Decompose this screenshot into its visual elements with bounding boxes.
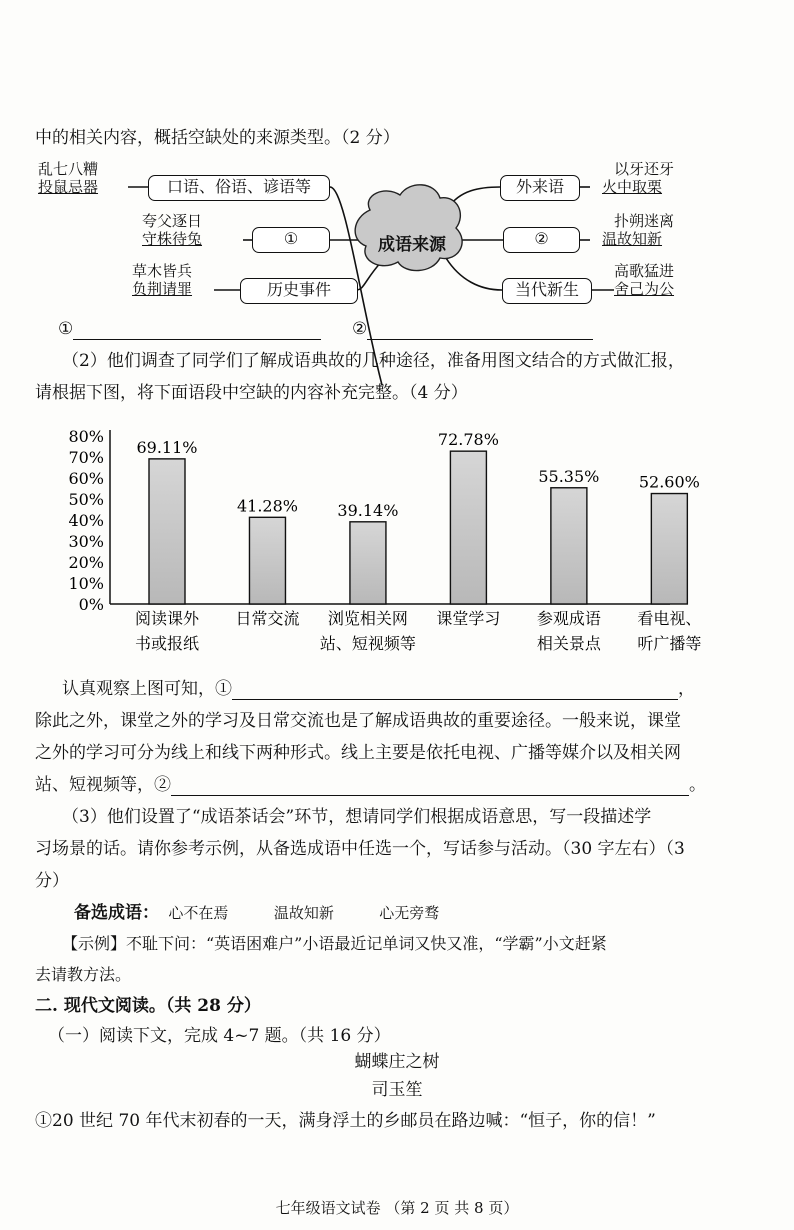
- x-tick-label: 课堂学习: [436, 609, 501, 628]
- bar-value-label: 69.11%: [136, 437, 198, 457]
- x-tick-label: 听广播等: [637, 634, 702, 653]
- bar: [249, 517, 285, 604]
- answer-blank-2[interactable]: [367, 339, 593, 340]
- section2-heading: 二. 现代文阅读。（共 28 分）: [35, 996, 261, 1016]
- q3-options: [74, 902, 439, 924]
- mindmap-center: 成语来源: [378, 235, 446, 255]
- answer-label: ①: [58, 319, 74, 339]
- bar: [450, 451, 486, 604]
- y-tick-label: 10%: [68, 574, 104, 593]
- y-tick-label: 80%: [68, 427, 104, 446]
- bar-value-label: 55.35%: [538, 466, 600, 486]
- section2-sub: （一）阅读下文，完成 4~7 题。（共 16 分）: [48, 1026, 391, 1046]
- option-idiom: 心无旁骛: [379, 904, 440, 922]
- para-text: ，: [678, 679, 695, 699]
- q3-line3: 分）: [35, 871, 69, 891]
- answer-label: ②: [352, 319, 368, 339]
- x-tick-label: 浏览相关网: [327, 609, 408, 628]
- x-tick-label: 书或报纸: [134, 634, 200, 653]
- bar: [651, 494, 687, 604]
- bar-value-label: 41.28%: [236, 496, 298, 516]
- y-tick-label: 50%: [68, 490, 104, 509]
- x-tick-label: 参观成语: [536, 609, 601, 628]
- answer-line-2: [352, 318, 593, 340]
- bar: [149, 459, 185, 604]
- x-tick-label: 日常交流: [235, 609, 300, 628]
- example-line2: 去请教方法。: [35, 965, 132, 984]
- y-tick-label: 70%: [68, 448, 104, 467]
- q3-line1: （3）他们设置了“成语茶话会”环节，想请同学们根据成语意思，写一段描述学: [62, 807, 652, 827]
- bar: [350, 522, 386, 604]
- intro-line: 中的相关内容，概括空缺处的来源类型。（2 分）: [35, 128, 400, 148]
- option-idiom: 心不在焉: [168, 904, 229, 922]
- mindmap-right-idioms-3: [614, 262, 674, 298]
- idiom: 投鼠忌器: [38, 178, 99, 196]
- idiom: 乱七八糟: [38, 160, 99, 178]
- category-box-left-2-blank: ①: [252, 227, 330, 253]
- para-line4: [35, 774, 706, 796]
- y-tick-label: 20%: [68, 553, 104, 572]
- mindmap-right-idioms-2: [590, 212, 674, 248]
- bar: [551, 488, 587, 604]
- x-tick-label: 看电视、: [637, 609, 702, 628]
- para-line3: 之外的学习可分为线上和线下两种形式。线上主要是依托电视、广播等媒介以及相关网: [35, 743, 681, 763]
- idiom: 火中取栗: [602, 178, 663, 196]
- y-tick-label: 60%: [68, 469, 104, 488]
- idiom: 扑朔迷离: [614, 212, 675, 230]
- q2-line2: 请根据下图，将下面语段中空缺的内容补充完整。（4 分）: [35, 383, 468, 403]
- mindmap-left-idioms-2: [142, 212, 202, 248]
- article-first-line: ①20 世纪 70 年代末初春的一天，满身浮土的乡邮员在路边喊：“恒子，你的信！”: [35, 1111, 656, 1131]
- x-tick-label: 阅读课外: [134, 609, 200, 628]
- mindmap-right-idioms-1: [590, 160, 674, 196]
- category-box-left-3: 历史事件: [240, 278, 358, 304]
- answer-blank-1[interactable]: [73, 339, 321, 340]
- y-tick-label: 40%: [68, 511, 104, 530]
- bar-chart: [30, 418, 702, 663]
- q3-line2: 习场景的话。请你参考示例，从备选成语中任选一个，写话参与活动。（30 字左右）（3: [35, 839, 685, 859]
- idiom: 负荆请罪: [132, 280, 193, 298]
- idiom: 夸父逐日: [142, 212, 203, 230]
- y-tick-label: 30%: [68, 532, 104, 551]
- category-box-right-1: 外来语: [500, 175, 580, 201]
- x-tick-label: 相关景点: [536, 634, 601, 653]
- cloud-shape: [355, 185, 462, 271]
- y-tick-label: 0%: [78, 595, 104, 614]
- q2-line1: （2）他们调查了同学们了解成语典故的几种途径，准备用图文结合的方式做汇报，: [62, 351, 685, 371]
- category-box-left-1: 口语、俗语、谚语等: [148, 175, 330, 201]
- example-line1: 【示例】不耻下问：“英语困难户”小语最近记单词又快又准，“学霸”小文赶紧: [62, 934, 607, 953]
- mindmap-left-idioms-1: [38, 160, 98, 196]
- para-text: 认真观察上图可知，①: [62, 679, 232, 699]
- para-blank-2[interactable]: [171, 795, 689, 796]
- para-line2: 除此之外，课堂之外的学习及日常交流也是了解成语典故的重要途径。一般来说，课堂: [35, 711, 681, 731]
- bar-value-label: 39.14%: [337, 500, 399, 520]
- article-author: 司玉笙: [371, 1080, 423, 1100]
- para-text: 。: [689, 775, 706, 795]
- para-line1: [62, 678, 695, 700]
- bar-value-label: 72.78%: [437, 430, 499, 450]
- idiom: 守株待兔: [142, 230, 203, 248]
- x-tick-label: 站、短视频等: [319, 634, 416, 653]
- idiom: 温故知新: [602, 230, 663, 248]
- category-box-right-2-blank: ②: [503, 227, 580, 253]
- page-footer: 七年级语文试卷 （第 2 页 共 8 页）: [275, 1199, 519, 1217]
- answer-line-1: [58, 318, 321, 340]
- option-idiom: 温故知新: [273, 904, 334, 922]
- options-label: 备选成语：: [74, 903, 159, 923]
- article-title: 蝴蝶庄之树: [354, 1052, 440, 1072]
- bar-value-label: 52.60%: [638, 472, 700, 492]
- idiom: 高歌猛进: [614, 262, 675, 280]
- para-text: 站、短视频等，②: [35, 775, 171, 795]
- idiom: 草木皆兵: [132, 262, 193, 280]
- mindmap-left-idioms-3: [132, 262, 192, 298]
- idiom: 以牙还牙: [614, 160, 675, 178]
- para-blank-1[interactable]: [232, 699, 678, 700]
- idiom: 舍己为公: [614, 280, 675, 298]
- category-box-right-3: 当代新生: [502, 278, 592, 304]
